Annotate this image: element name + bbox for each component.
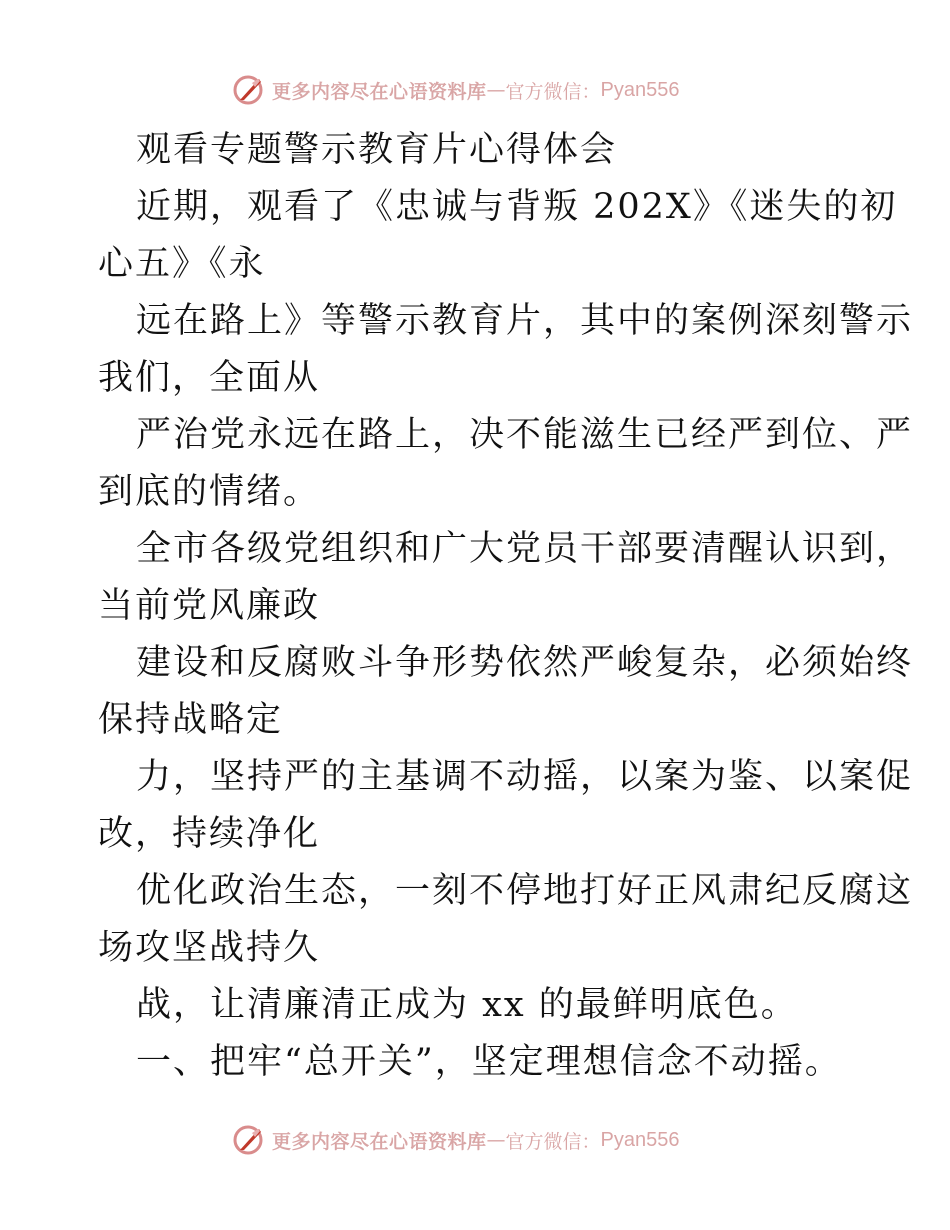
paragraph-line: 力，坚持严的主基调不动摇，以案为鉴、以案促 [136,757,914,797]
paragraph-line: 全市各级党组织和广大党员干部要清醒认识到， [136,529,914,569]
header-brand-text: 更多内容尽在心语资料库 [272,80,487,103]
footer-brand-text: 更多内容尽在心语资料库 [272,1130,487,1153]
footer-watermark [232,1122,680,1158]
paragraph-line: 当前党风廉政 [98,586,321,626]
section-heading: 一、把牢“总开关”，坚定理想信念不动摇。 [136,1042,842,1082]
paragraph-line: 战，让清廉清正成为 xx 的最鲜明底色。 [136,985,798,1025]
header-watermark [232,72,680,108]
document-title: 观看专题警示教育片心得体会 [136,130,618,170]
quill-logo-icon [232,73,266,107]
paragraph-line: 改，持续净化 [98,814,321,854]
paragraph-line: 优化政治生态，一刻不停地打好正风肃纪反腐这 [136,871,914,911]
footer-separator: — [486,1129,506,1151]
footer-wechat-id: Pyan556 [600,1128,680,1151]
paragraph-line: 心五》《永 [98,244,266,284]
paragraph-line: 严治党永远在路上，决不能滋生已经严到位、严 [136,415,914,455]
paragraph-line: 我们，全面从 [98,358,321,398]
quill-logo-icon [232,1123,266,1157]
paragraph-line: 到底的情绪。 [98,472,321,512]
paragraph-line: 保持战略定 [98,700,284,740]
header-wechat-id: Pyan556 [600,78,680,101]
header-wechat-label: 官方微信： [505,80,601,103]
paragraph-line: 近期，观看了《忠诚与背叛 202X》《迷失的初 [136,187,898,227]
paragraph-line: 场攻坚战持久 [98,928,321,968]
footer-wechat-label: 官方微信： [505,1130,601,1153]
paragraph-line: 远在路上》等警示教育片，其中的案例深刻警示 [136,301,914,341]
header-separator: — [486,79,506,101]
paragraph-line: 建设和反腐败斗争形势依然严峻复杂，必须始终 [136,643,914,683]
document-body [98,122,914,1091]
